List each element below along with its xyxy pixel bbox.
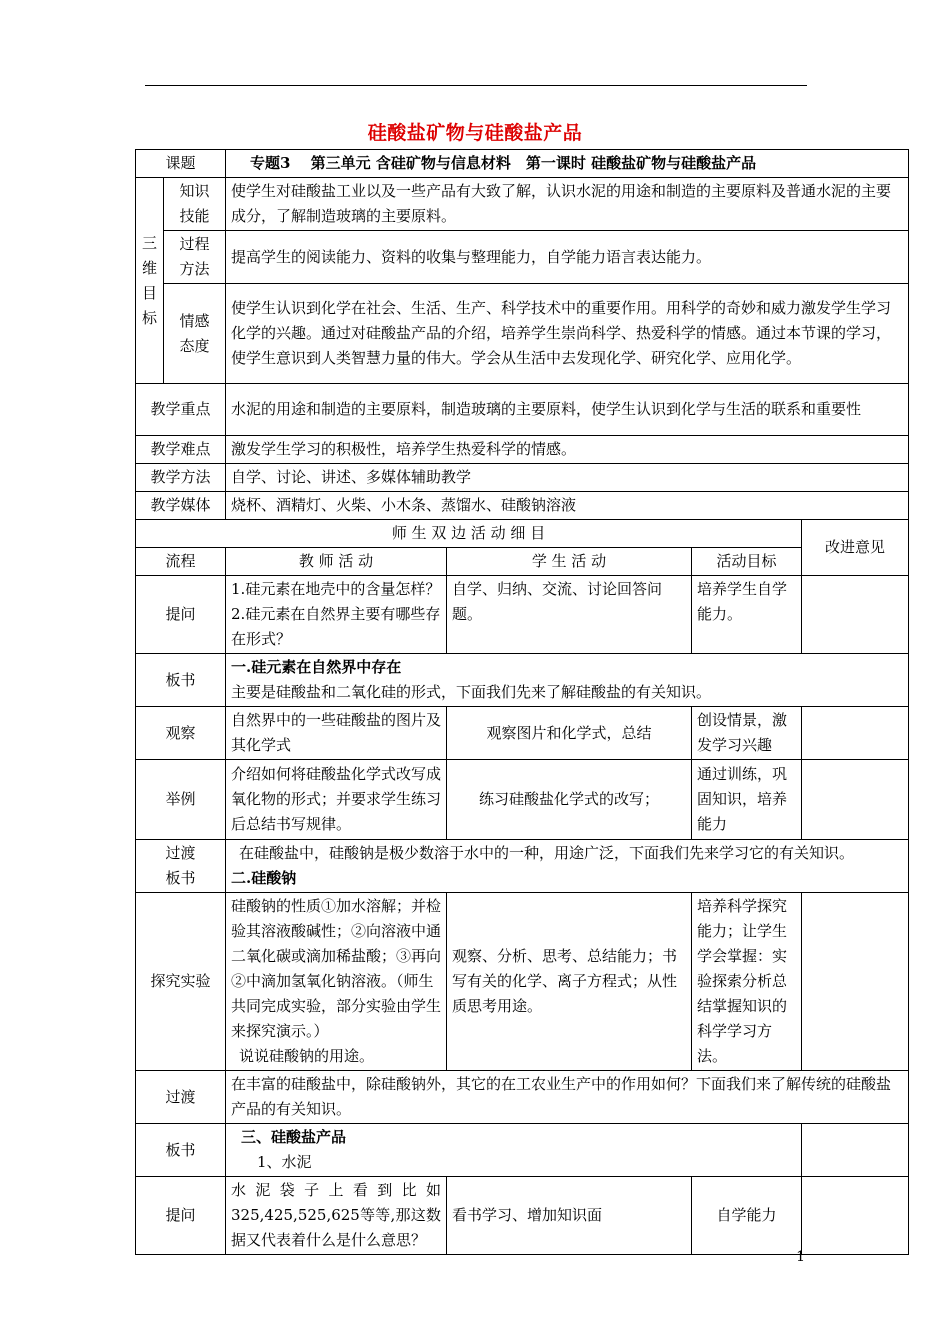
student-cell: 练习硅酸盐化学式的改写；: [447, 760, 692, 840]
activity-header-row: [136, 548, 909, 576]
flow-header: 流程: [136, 548, 226, 576]
flow-cell: 提问: [136, 576, 226, 654]
goal-cell: 培养科学探究能力；让学生学会掌握：实验探索分析总结掌握知识的科学学习方法。: [692, 893, 802, 1071]
keti-label: 课题: [136, 150, 226, 178]
flow-cell: 探究实验: [136, 893, 226, 1071]
goal-text-emotion: 使学生认识到化学在社会、生活、生产、科学技术中的重要作用。用科学的奇妙和威力激发学生学习化学的兴趣。通过对硅酸盐产品的介绍，培养学生崇尚科学、热爱科学的情感。通过本节课的学习，使学生意识到人类智慧力量的伟大。学会从生活中去发现化学、研究化学、应用化学。: [226, 284, 909, 384]
goal-cell: 自学能力: [692, 1177, 802, 1255]
info-text-focus: 水泥的用途和制造的主要原料，制造玻璃的主要原料，使学生认识到化学与生活的联系和重要性: [226, 384, 909, 436]
goal-text-knowledge: 使学生对硅酸盐工业以及一些产品有大致了解，认识水泥的用途和制造的主要原料及普通水泥的主要成分，了解制造玻璃的主要原料。: [226, 178, 909, 231]
goal-label-knowledge: 知识 技能: [164, 178, 226, 231]
transition-text: 在硅酸盐中，硅酸钠是极少数溶于水中的一种，用途广泛，下面我们先来学习它的有关知识。: [239, 844, 855, 862]
page-title: 硅酸盐矿物与硅酸盐产品: [367, 122, 583, 144]
info-row-method: [136, 464, 909, 492]
flow-cell: 板书: [136, 1124, 226, 1177]
keti-row: [136, 150, 909, 178]
teacher-cell: 1.硅元素在地壳中的含量怎样？2.硅元素在自然界主要有哪些存在形式？: [226, 576, 447, 654]
table-row: [136, 760, 909, 840]
board-heading: 三、硅酸盐产品: [241, 1128, 347, 1146]
goal-header: 活动目标: [692, 548, 802, 576]
table-row: [136, 893, 909, 1071]
flow-cell: 观察: [136, 707, 226, 760]
transition-cell: [226, 840, 909, 893]
improve-cell: [802, 893, 909, 1071]
info-label-media: 教学媒体: [136, 492, 226, 520]
goal-row-process: [136, 231, 909, 284]
teacher-header: 教 师 活 动: [226, 548, 447, 576]
improve-cell: [802, 760, 909, 840]
teacher-cell: 自然界中的一些硅酸盐的图片及其化学式: [226, 707, 447, 760]
goals-group-label: 三 维 目 标: [136, 178, 164, 384]
table-row: [136, 840, 909, 893]
board-subheading: 1、水泥: [257, 1153, 312, 1171]
header-rule: [145, 85, 807, 86]
flow-cell: 过渡 板书: [136, 840, 226, 893]
goal-label-process: 过程 方法: [164, 231, 226, 284]
student-cell: 观察图片和化学式，总结: [447, 707, 692, 760]
goal-cell: 培养学生自学能力。: [692, 576, 802, 654]
info-label-difficulty: 教学难点: [136, 436, 226, 464]
lesson-plan-table: [135, 149, 909, 1255]
info-text-difficulty: 激发学生学习的积极性，培养学生热爱科学的情感。: [226, 436, 909, 464]
goal-cell: 通过训练，巩固知识，培养能力: [692, 760, 802, 840]
activity-section-title: 师 生 双 边 活 动 细 目: [136, 520, 802, 548]
flow-cell: 提问: [136, 1177, 226, 1255]
board-cell: [226, 1124, 802, 1177]
goal-text-process: 提高学生的阅读能力、资料的收集与整理能力，自学能力语言表达能力。: [226, 231, 909, 284]
goal-row-emotion: [136, 284, 909, 384]
info-row-media: [136, 492, 909, 520]
student-cell: 观察、分析、思考、总结能力；书写有关的化学、离子方程式；从性质思考用途。: [447, 893, 692, 1071]
info-label-focus: 教学重点: [136, 384, 226, 436]
transition-cell: 在丰富的硅酸盐中，除硅酸钠外，其它的在工农业生产中的作用如何？下面我们来了解传统的硅酸盐产品的有关知识。: [226, 1071, 909, 1124]
improve-header: 改进意见: [802, 520, 909, 576]
goal-row-knowledge: [136, 178, 909, 231]
info-label-method: 教学方法: [136, 464, 226, 492]
improve-cell: [802, 1177, 909, 1255]
info-text-method: 自学、讨论、讲述、多媒体辅助教学: [226, 464, 909, 492]
info-row-difficulty: [136, 436, 909, 464]
flow-cell: 板书: [136, 654, 226, 707]
board-heading: 一.硅元素在自然界中存在: [231, 658, 402, 676]
keti-value: 专题3 第三单元 含硅矿物与信息材料 第一课时 硅酸盐矿物与硅酸盐产品: [226, 150, 909, 178]
improve-cell: [802, 707, 909, 760]
goal-label-emotion: 情感 态度: [164, 284, 226, 384]
teacher-cell: 硅酸钠的性质①加水溶解；并检验其溶液酸碱性；②向溶液中通二氧化碳或滴加稀盐酸；③再向②中滴加氢氧化钠溶液。（师生共同完成实验，部分实验由学生来探究演示。） 说说硅酸钠的用途。: [226, 893, 447, 1071]
teacher-cell: 水泥袋子上看到比如325,425,525,625等等,那这数据又代表着什么是什么意思？: [226, 1177, 447, 1255]
board-heading: 二.硅酸钠: [231, 869, 297, 887]
goal-cell: 创设情景，激发学习兴趣: [692, 707, 802, 760]
flow-cell: 举例: [136, 760, 226, 840]
table-row: [136, 1124, 909, 1177]
flow-cell: 过渡: [136, 1071, 226, 1124]
info-text-media: 烧杯、酒精灯、火柴、小木条、蒸馏水、硅酸钠溶液: [226, 492, 909, 520]
table-row: [136, 707, 909, 760]
activity-section-row: [136, 520, 909, 548]
board-text: 主要是硅酸盐和二氧化硅的形式，下面我们先来了解硅酸盐的有关知识。: [231, 683, 712, 701]
table-row: [136, 654, 909, 707]
improve-cell: [802, 1124, 909, 1177]
table-row: [136, 1071, 909, 1124]
table-row: [136, 1177, 909, 1255]
teacher-cell: 介绍如何将硅酸盐化学式改写成氧化物的形式；并要求学生练习后总结书写规律。: [226, 760, 447, 840]
student-cell: 自学、归纳、交流、讨论回答问题。: [447, 576, 692, 654]
student-cell: 看书学习、增加知识面: [447, 1177, 692, 1255]
info-row-focus: [136, 384, 909, 436]
board-cell: [226, 654, 909, 707]
improve-cell: [802, 576, 909, 654]
student-header: 学 生 活 动: [447, 548, 692, 576]
table-row: [136, 576, 909, 654]
